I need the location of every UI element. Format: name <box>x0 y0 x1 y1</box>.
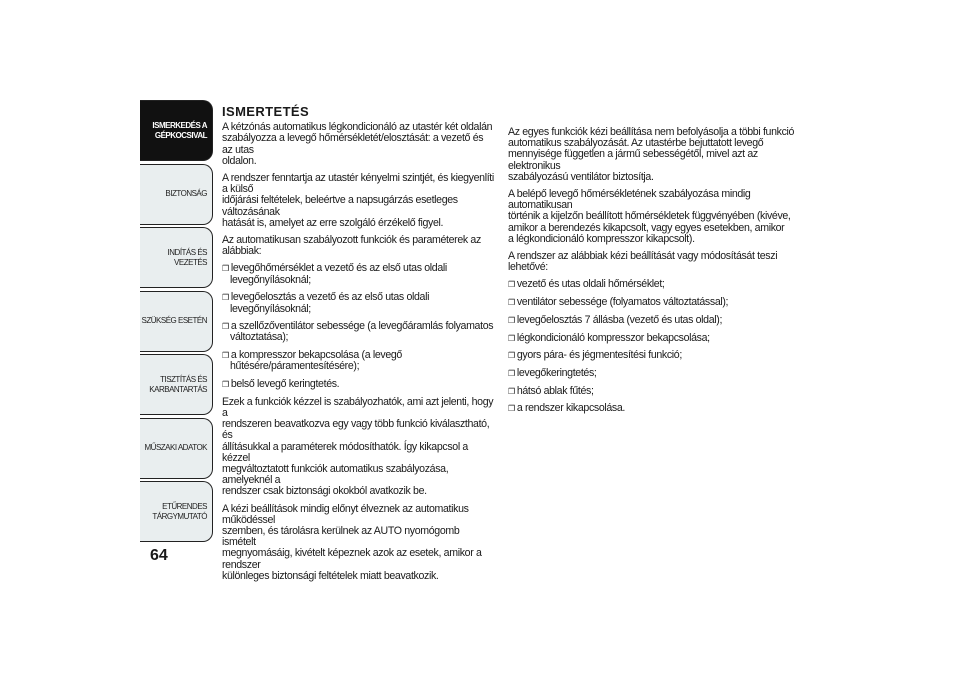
tab-starting-driving[interactable]: INDÍTÁS ÉS VEZETÉS <box>140 227 213 288</box>
paragraph: Az automatikusan szabályozott funkciók és paraméterek az alábbiak: <box>222 234 481 258</box>
page-number: 64 <box>150 547 168 564</box>
tab-technical-data[interactable]: MŰSZAKI ADATOK <box>140 418 213 479</box>
list-item: ❒ a szellőzőventilátor sebessége (a levegőáramlás folyamatos változtatása); <box>222 321 494 343</box>
list-item: ❒ levegőelosztás a vezető és az első utas oldali levegőnyílásoknál; <box>222 292 494 314</box>
section-heading: ISMERTETÉS <box>222 104 310 119</box>
right-column <box>508 127 798 421</box>
list-item: ❒ a kompresszor bekapcsolása (a levegő hűtésére/páramentesítésére); <box>222 350 494 372</box>
tab-index[interactable]: ETŰRENDES TÁRGYMUTATÓ <box>140 481 213 542</box>
list-item: ❒ légkondicionáló kompresszor bekapcsolása; <box>508 333 798 344</box>
paragraph: A kétzónás automatikus légkondicionáló az utastér két oldalán szabályozza a levegő hőmérsékletét/elosztását: a vezető és az utas oldalon. <box>222 121 493 167</box>
paragraph: Ezek a funkciók kézzel is szabályozhatók, ami azt jelenti, hogy a rendszeren beavatkozva egy vagy több funkció kiválasztható, és állításukkal a paraméterek módosíthatók. Így kikapcsol a kézzel megváltoztatott funkciók automatikus szabályozása, amelyeknél a rendszer csak biztonsági okokból avatkozik be. <box>222 395 494 498</box>
tab-maintenance[interactable]: TISZTÍTÁS ÉS KARBANTARTÁS <box>140 354 213 415</box>
list-item: ❒ a rendszer kikapcsolása. <box>508 403 798 414</box>
list-item: ❒ hátsó ablak fűtés; <box>508 386 798 397</box>
list-item: ❒ belső levegő keringtetés. <box>222 379 494 390</box>
list-item: ❒ levegőelosztás 7 állásba (vezető és utas oldal); <box>508 315 798 326</box>
tab-emergency[interactable]: SZÜKSÉG ESETÉN <box>140 291 213 352</box>
list-item: ❒ ventilátor sebessége (folyamatos változtatással); <box>508 297 798 308</box>
paragraph: A belépő levegő hőmérsékletének szabályozása mindig automatikusan történik a kijelzőn beállított hőmérsékletek függvényében (kivéve, amikor a berendezés kikapcsolt, vagy egyes esetekben, amikor a légkondicionáló kompresszor kikapcsolt). <box>508 188 791 245</box>
paragraph: A rendszer az alábbiak kézi beállítását vagy módosítását teszi lehetővé: <box>508 250 778 274</box>
list-item: ❒ levegőkeringtetés; <box>508 368 798 379</box>
list-item: ❒ vezető és utas oldali hőmérséklet; <box>508 279 798 290</box>
paragraph: A kézi beállítások mindig előnyt élveznek az automatikus működéssel szemben, és tárolásra kerülnek az AUTO nyomógomb ismételt megnyomásáig, kivételt képeznek azok az esetek, amikor a rendszer különleges biztonsági feltételek miatt beavatkozik. <box>222 502 482 582</box>
paragraph: Az egyes funkciók kézi beállítása nem befolyásolja a többi funkció automatikus szabályozását. Az utastérbe bejuttatott levegő mennyisége független a jármű sebességétől, mivel azt az elektronikus szabályozású ventilátor biztosítja. <box>508 126 795 183</box>
tab-getting-to-know[interactable]: ISMERKEDÉS A GÉPKOCSIVAL <box>140 100 213 161</box>
paragraph: A rendszer fenntartja az utastér kényelmi szintjét, és kiegyenlíti a külső időjárási feltételek, beleértve a napsugárzás esetleges változásának hatását is, amelyet az erre szolgáló érzékelő figyel. <box>222 172 494 229</box>
tab-safety[interactable]: BIZTONSÁG <box>140 164 213 225</box>
list-item: ❒ gyors pára- és jégmentesítési funkció; <box>508 350 798 361</box>
chapter-tabs <box>140 100 213 545</box>
list-item: ❒ levegőhőmérséklet a vezető és az első utas oldali levegőnyílásoknál; <box>222 263 494 285</box>
left-column <box>222 106 494 588</box>
